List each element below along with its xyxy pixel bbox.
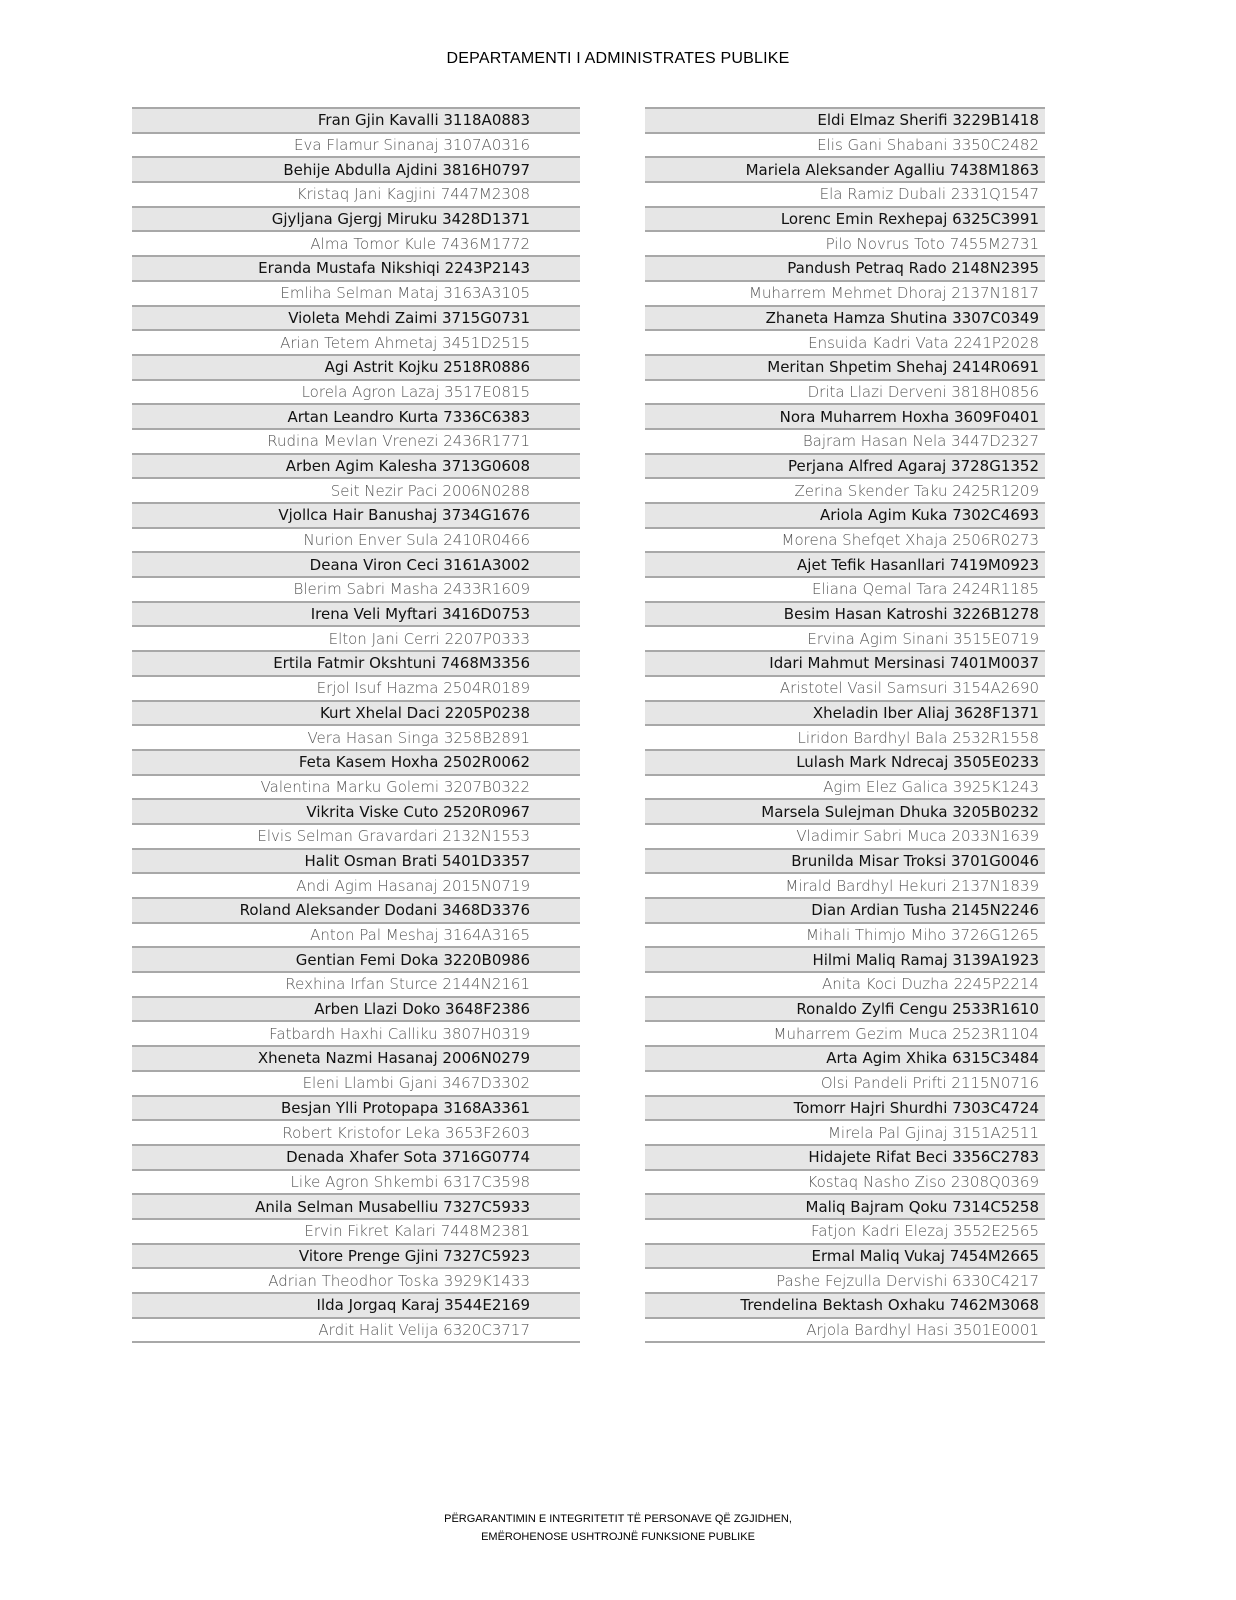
list-item: Hidajete Rifat Beci 3356C2783 [645,1146,1045,1171]
list-item: Perjana Alfred Agaraj 3728G1352 [645,455,1045,480]
list-item: Mirela Pal Gjinaj 3151A2511 [645,1121,1045,1146]
list-item: Hilmi Maliq Ramaj 3139A1923 [645,948,1045,973]
list-item: Nora Muharrem Hoxha 3609F0401 [645,405,1045,430]
list-item: Artan Leandro Kurta 7336C6383 [132,405,580,430]
list-item: Dian Ardian Tusha 2145N2246 [645,899,1045,924]
list-item: Lulash Mark Ndrecaj 3505E0233 [645,751,1045,776]
list-item: Eliana Qemal Tara 2424R1185 [645,578,1045,603]
list-item: Blerim Sabri Masha 2433R1609 [132,578,580,603]
list-item: Halit Osman Brati 5401D3357 [132,850,580,875]
list-item: Kurt Xhelal Daci 2205P0238 [132,702,580,727]
list-item: Muharrem Gezim Muca 2523R1104 [645,1022,1045,1047]
list-item: Agim Elez Galica 3925K1243 [645,776,1045,801]
list-item: Eva Flamur Sinanaj 3107A0316 [132,134,580,159]
list-item: Pashe Fejzulla Dervishi 6330C4217 [645,1269,1045,1294]
list-item: Arjola Bardhyl Hasi 3501E0001 [645,1319,1045,1344]
list-item: Eleni Llambi Gjani 3467D3302 [132,1072,580,1097]
list-item: Arben Llazi Doko 3648F2386 [132,998,580,1023]
list-item: Irena Veli Myftari 3416D0753 [132,603,580,628]
list-item: Erjol Isuf Hazma 2504R0189 [132,677,580,702]
list-item: Arta Agim Xhika 6315C3484 [645,1047,1045,1072]
list-item: Ervina Agim Sinani 3515E0719 [645,627,1045,652]
list-item: Bajram Hasan Nela 3447D2327 [645,430,1045,455]
list-item: Nurion Enver Sula 2410R0466 [132,529,580,554]
list-item: Behije Abdulla Ajdini 3816H0797 [132,158,580,183]
list-item: Ariola Agim Kuka 7302C4693 [645,504,1045,529]
name-list-left [132,107,580,1343]
list-item: Mihali Thimjo Miho 3726G1265 [645,924,1045,949]
list-item: Like Agron Shkembi 6317C3598 [132,1171,580,1196]
list-item: Ajet Tefik Hasanllari 7419M0923 [645,553,1045,578]
list-item: Vitore Prenge Gjini 7327C5923 [132,1245,580,1270]
list-item: Gjyljana Gjergj Miruku 3428D1371 [132,208,580,233]
list-item: Kostaq Nasho Ziso 2308Q0369 [645,1171,1045,1196]
list-item: Eranda Mustafa Nikshiqi 2243P2143 [132,257,580,282]
list-item: Besjan Ylli Protopapa 3168A3361 [132,1097,580,1122]
list-item: Ilda Jorgaq Karaj 3544E2169 [132,1294,580,1319]
list-item: Fatbardh Haxhi Calliku 3807H0319 [132,1022,580,1047]
list-item: Mirald Bardhyl Hekuri 2137N1839 [645,874,1045,899]
list-item: Zerina Skender Taku 2425R1209 [645,479,1045,504]
list-item: Xheneta Nazmi Hasanaj 2006N0279 [132,1047,580,1072]
list-item: Seit Nezir Paci 2006N0288 [132,479,580,504]
list-item: Robert Kristofor Leka 3653F2603 [132,1121,580,1146]
list-item: Xheladin Iber Aliaj 3628F1371 [645,702,1045,727]
list-item: Fatjon Kadri Elezaj 3552E2565 [645,1220,1045,1245]
list-item: Anila Selman Musabelliu 7327C5933 [132,1195,580,1220]
list-item: Andi Agim Hasanaj 2015N0719 [132,874,580,899]
list-item: Eldi Elmaz Sherifi 3229B1418 [645,109,1045,134]
list-item: Arian Tetem Ahmetaj 3451D2515 [132,331,580,356]
list-item: Vjollca Hair Banushaj 3734G1676 [132,504,580,529]
list-item: Vera Hasan Singa 3258B2891 [132,726,580,751]
list-item: Trendelina Bektash Oxhaku 7462M3068 [645,1294,1045,1319]
list-item: Fran Gjin Kavalli 3118A0883 [132,109,580,134]
list-item: Elis Gani Shabani 3350C2482 [645,134,1045,159]
list-item: Elton Jani Cerri 2207P0333 [132,627,580,652]
list-item: Gentian Femi Doka 3220B0986 [132,948,580,973]
name-list-right [645,107,1045,1343]
list-item: Liridon Bardhyl Bala 2532R1558 [645,726,1045,751]
list-item: Ertila Fatmir Okshtuni 7468M3356 [132,652,580,677]
list-item: Anita Koci Duzha 2245P2214 [645,973,1045,998]
list-item: Rudina Mevlan Vrenezi 2436R1771 [132,430,580,455]
list-item: Kristaq Jani Kagjini 7447M2308 [132,183,580,208]
list-item: Olsi Pandeli Prifti 2115N0716 [645,1072,1045,1097]
list-item: Deana Viron Ceci 3161A3002 [132,553,580,578]
list-item: Roland Aleksander Dodani 3468D3376 [132,899,580,924]
list-item: Ela Ramiz Dubali 2331Q1547 [645,183,1045,208]
list-item: Valentina Marku Golemi 3207B0322 [132,776,580,801]
list-item: Aristotel Vasil Samsuri 3154A2690 [645,677,1045,702]
list-item: Zhaneta Hamza Shutina 3307C0349 [645,307,1045,332]
list-item: Drita Llazi Derveni 3818H0856 [645,381,1045,406]
list-item: Mariela Aleksander Agalliu 7438M1863 [645,158,1045,183]
list-item: Pilo Novrus Toto 7455M2731 [645,232,1045,257]
list-item: Ensuida Kadri Vata 2241P2028 [645,331,1045,356]
list-item: Violeta Mehdi Zaimi 3715G0731 [132,307,580,332]
list-item: Ervin Fikret Kalari 7448M2381 [132,1220,580,1245]
footer [0,1510,1236,1546]
page-title: DEPARTAMENTI I ADMINISTRATES PUBLIKE [446,50,790,67]
list-item: Marsela Sulejman Dhuka 3205B0232 [645,800,1045,825]
footer-line-1: PËRGARANTIMIN E INTEGRITETIT TË PERSONAVE QË ZGJIDHEN, [444,1513,792,1525]
list-item: Brunilda Misar Troksi 3701G0046 [645,850,1045,875]
footer-line-2: EMËROHENOSE USHTROJNË FUNKSIONE PUBLIKE [481,1531,755,1543]
list-item: Denada Xhafer Sota 3716G0774 [132,1146,580,1171]
list-item: Rexhina Irfan Sturce 2144N2161 [132,973,580,998]
list-item: Idari Mahmut Mersinasi 7401M0037 [645,652,1045,677]
list-item: Meritan Shpetim Shehaj 2414R0691 [645,356,1045,381]
list-item: Adrian Theodhor Toska 3929K1433 [132,1269,580,1294]
list-item: Morena Shefqet Xhaja 2506R0273 [645,529,1045,554]
list-item: Muharrem Mehmet Dhoraj 2137N1817 [645,282,1045,307]
list-item: Alma Tomor Kule 7436M1772 [132,232,580,257]
list-item: Feta Kasem Hoxha 2502R0062 [132,751,580,776]
list-item: Besim Hasan Katroshi 3226B1278 [645,603,1045,628]
list-item: Vladimir Sabri Muca 2033N1639 [645,825,1045,850]
list-item: Ronaldo Zylfi Cengu 2533R1610 [645,998,1045,1023]
list-item: Ermal Maliq Vukaj 7454M2665 [645,1245,1045,1270]
list-item: Lorela Agron Lazaj 3517E0815 [132,381,580,406]
list-item: Lorenc Emin Rexhepaj 6325C3991 [645,208,1045,233]
list-item: Elvis Selman Gravardari 2132N1553 [132,825,580,850]
list-item: Anton Pal Meshaj 3164A3165 [132,924,580,949]
list-item: Arben Agim Kalesha 3713G0608 [132,455,580,480]
list-item: Maliq Bajram Qoku 7314C5258 [645,1195,1045,1220]
list-item: Pandush Petraq Rado 2148N2395 [645,257,1045,282]
list-item: Ardit Halit Velija 6320C3717 [132,1319,580,1344]
list-item: Emliha Selman Mataj 3163A3105 [132,282,580,307]
list-item: Tomorr Hajri Shurdhi 7303C4724 [645,1097,1045,1122]
list-item: Vikrita Viske Cuto 2520R0967 [132,800,580,825]
list-item: Agi Astrit Kojku 2518R0886 [132,356,580,381]
